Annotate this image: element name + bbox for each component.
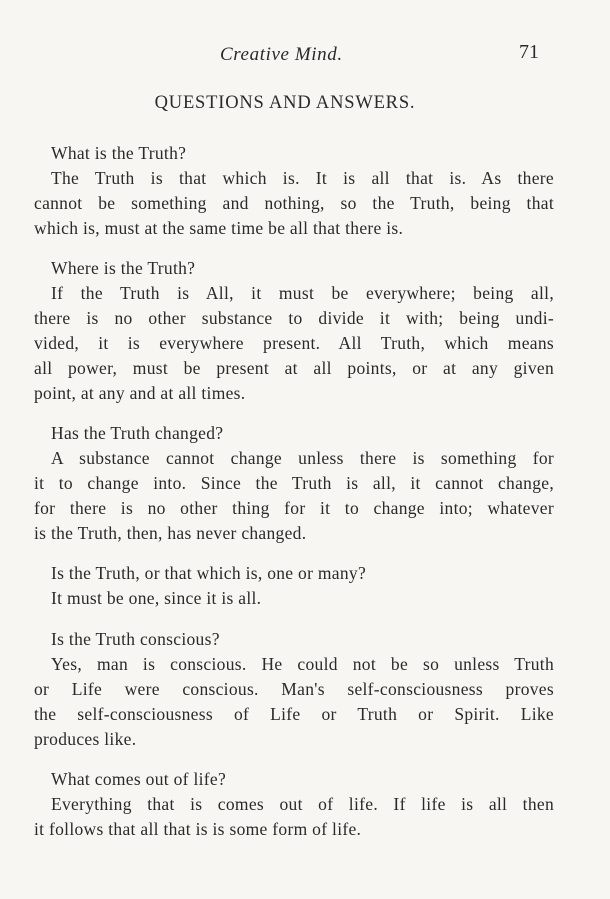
answer-line: is the Truth, then, has never changed. xyxy=(34,523,307,543)
question: Has the Truth changed? xyxy=(51,423,224,443)
qa-block xyxy=(34,256,554,406)
answer-line: it to change into. Since the Truth is all, it cannot change, xyxy=(34,473,554,493)
qa-block xyxy=(34,141,554,241)
question: Is the Truth conscious? xyxy=(51,629,220,649)
question: What comes out of life? xyxy=(51,769,227,789)
question: Where is the Truth? xyxy=(51,258,196,278)
answer-line: Everything that is comes out of life. If life is all then xyxy=(51,794,554,814)
answer-line: the self-consciousness of Life or Truth or Spirit. Like xyxy=(34,704,554,724)
answer-line: for there is no other thing for it to change into; whatever xyxy=(34,498,554,518)
question: Is the Truth, or that which is, one or many? xyxy=(51,563,367,583)
qa-block xyxy=(34,561,554,611)
answer-line: point, at any and at all times. xyxy=(34,383,246,403)
answer-line: If the Truth is All, it must be everywhere; being all, xyxy=(51,283,554,303)
answer-line: vided, it is everywhere present. All Truth, which means xyxy=(34,333,554,353)
qa-block xyxy=(34,767,554,842)
answer-line: produces like. xyxy=(34,729,137,749)
answer-line: cannot be something and nothing, so the Truth, being that xyxy=(34,193,554,213)
page-number: 71 xyxy=(519,41,539,63)
answer-line: there is no other substance to divide it with; being undi- xyxy=(34,308,554,328)
running-title: Creative Mind. xyxy=(220,44,343,65)
running-head xyxy=(0,41,610,70)
qa-block xyxy=(34,421,554,546)
qa-block xyxy=(34,627,554,752)
answer-line: It must be one, since it is all. xyxy=(51,588,262,608)
question: What is the Truth? xyxy=(51,143,187,163)
answer-line: or Life were conscious. Man's self-consciousness proves xyxy=(34,679,554,699)
answer-line: it follows that all that is is some form of life. xyxy=(34,819,362,839)
answer-line: The Truth is that which is. It is all that is. As there xyxy=(51,168,554,188)
answer-line: A substance cannot change unless there is something for xyxy=(51,448,554,468)
chapter-heading: QUESTIONS AND ANSWERS. xyxy=(154,93,416,113)
answer-line: Yes, man is conscious. He could not be so unless Truth xyxy=(51,654,554,674)
answer-line: all power, must be present at all points, or at any given xyxy=(34,358,554,378)
answer-line: which is, must at the same time be all that there is. xyxy=(34,218,404,238)
